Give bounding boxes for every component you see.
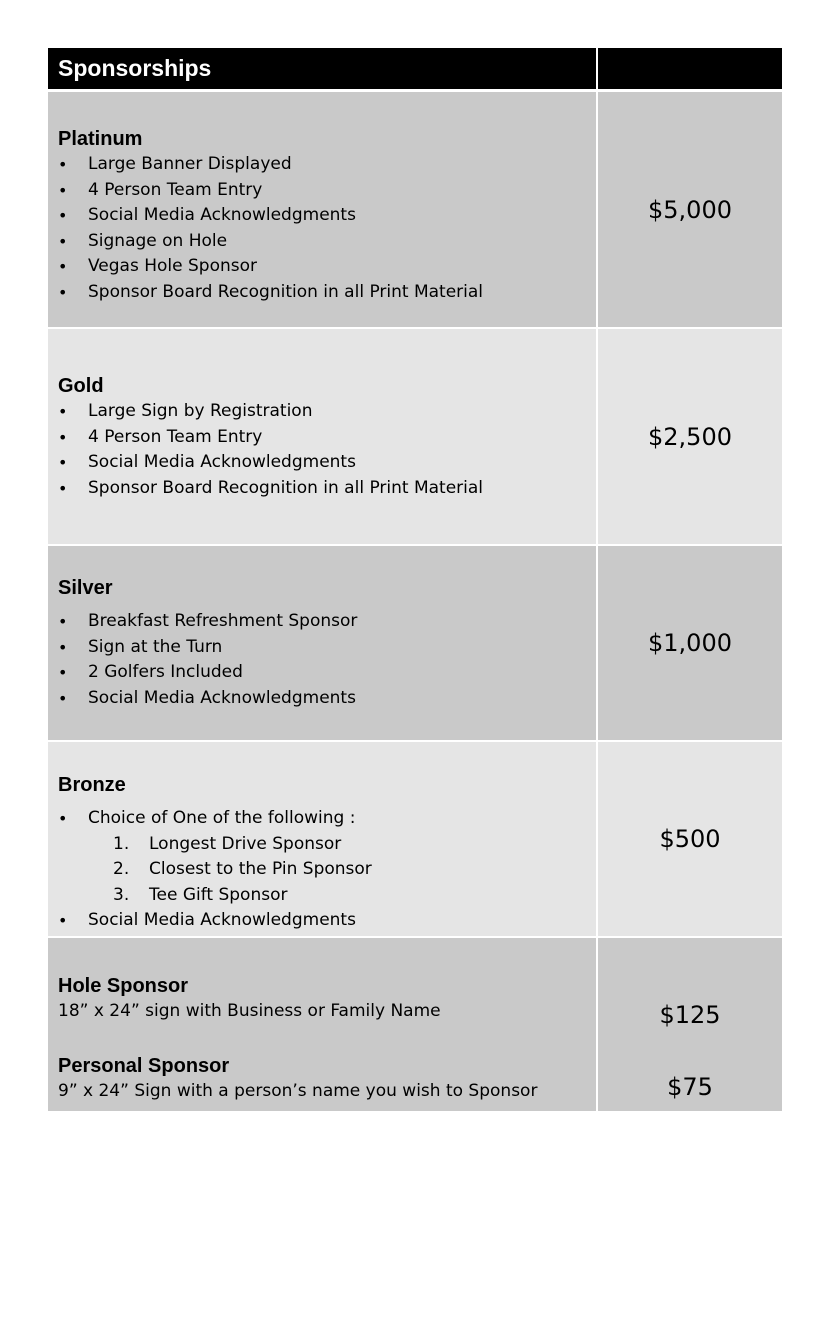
personal-sponsor-price: $75 [667,1073,713,1101]
benefit-item: • Sponsor Board Recognition in all Print Material [58,280,483,306]
choice-text: Longest Drive Sponsor [149,833,342,854]
benefit-list [58,399,483,501]
benefit-item: • Breakfast Refreshment Sponsor [58,609,357,635]
tier-row-bronze [48,742,782,938]
tier-price-cell-hole-personal [598,938,782,1111]
tier-name: Platinum [58,128,143,150]
tier-price: $1,000 [648,629,732,657]
choice-number: 2. [113,859,130,879]
hole-sponsor-block [58,973,441,1024]
benefit-list [58,609,357,711]
benefit-item: • Vegas Hole Sponsor [58,254,483,280]
tier-details-platinum [48,92,598,327]
choice-item [58,883,372,909]
benefit-item: • 4 Person Team Entry [58,178,483,204]
choice-number: 1. [113,833,130,854]
tier-price-cell-gold [598,329,782,544]
benefit-item: • 2 Golfers Included [58,660,357,686]
benefit-item: • Social Media Acknowledgments [58,908,372,934]
benefit-item: • Large Sign by Registration [58,399,483,425]
benefit-item: • Social Media Acknowledgments [58,203,483,229]
benefit-item: • 4 Person Team Entry [58,425,483,451]
tier-row-hole-personal [48,938,782,1111]
choice-item [58,857,372,883]
tier-row-gold [48,329,782,546]
personal-sponsor-block [58,1053,537,1104]
page-title: Sponsorships [58,55,212,81]
tier-name: Gold [58,375,104,397]
tier-row-silver [48,546,782,742]
header-price-cell [598,48,782,89]
benefit-list [58,806,372,832]
tier-price-cell-silver [598,546,782,740]
tier-price: $2,500 [648,422,732,451]
benefit-item: • Social Media Acknowledgments [58,686,357,712]
table-header [48,48,782,92]
choice-text: Closest to the Pin Sponsor [149,859,372,879]
choice-text: Tee Gift Sponsor [149,884,288,905]
tier-name: Silver [58,577,113,599]
hole-sponsor-name: Hole Sponsor [58,975,189,997]
benefit-item: • Signage on Hole [58,229,483,255]
tier-details-bronze [48,742,598,936]
tier-details-hole-personal [48,938,598,1111]
personal-sponsor-description: 9” x 24” Sign with a person’s name you wish to Sponsor [58,1081,538,1101]
tier-row-platinum [48,92,782,329]
tier-price: $500 [659,825,721,853]
personal-sponsor-name: Personal Sponsor [58,1055,230,1077]
tier-price-cell-platinum [598,92,782,327]
benefit-item: • Sign at the Turn [58,635,357,661]
tier-name: Bronze [58,774,126,796]
choice-list [58,832,372,909]
sponsorship-table [48,48,782,1111]
tier-price-cell-bronze [598,742,782,936]
choice-item [58,832,372,858]
benefit-item: • Social Media Acknowledgments [58,450,483,476]
benefit-list [58,908,372,934]
benefit-item: • Choice of One of the following : [58,806,372,832]
choice-number: 3. [113,884,130,905]
benefit-list [58,152,483,305]
hole-sponsor-price: $125 [659,1001,721,1029]
tier-details-gold [48,329,598,544]
hole-sponsor-description: 18” x 24” sign with Business or Family Name [58,1001,441,1021]
benefit-item: • Sponsor Board Recognition in all Print Material [58,476,483,502]
tier-details-silver [48,546,598,740]
tier-price: $5,000 [648,195,732,224]
benefit-item: • Large Banner Displayed [58,152,483,178]
header-title-cell [48,48,598,89]
